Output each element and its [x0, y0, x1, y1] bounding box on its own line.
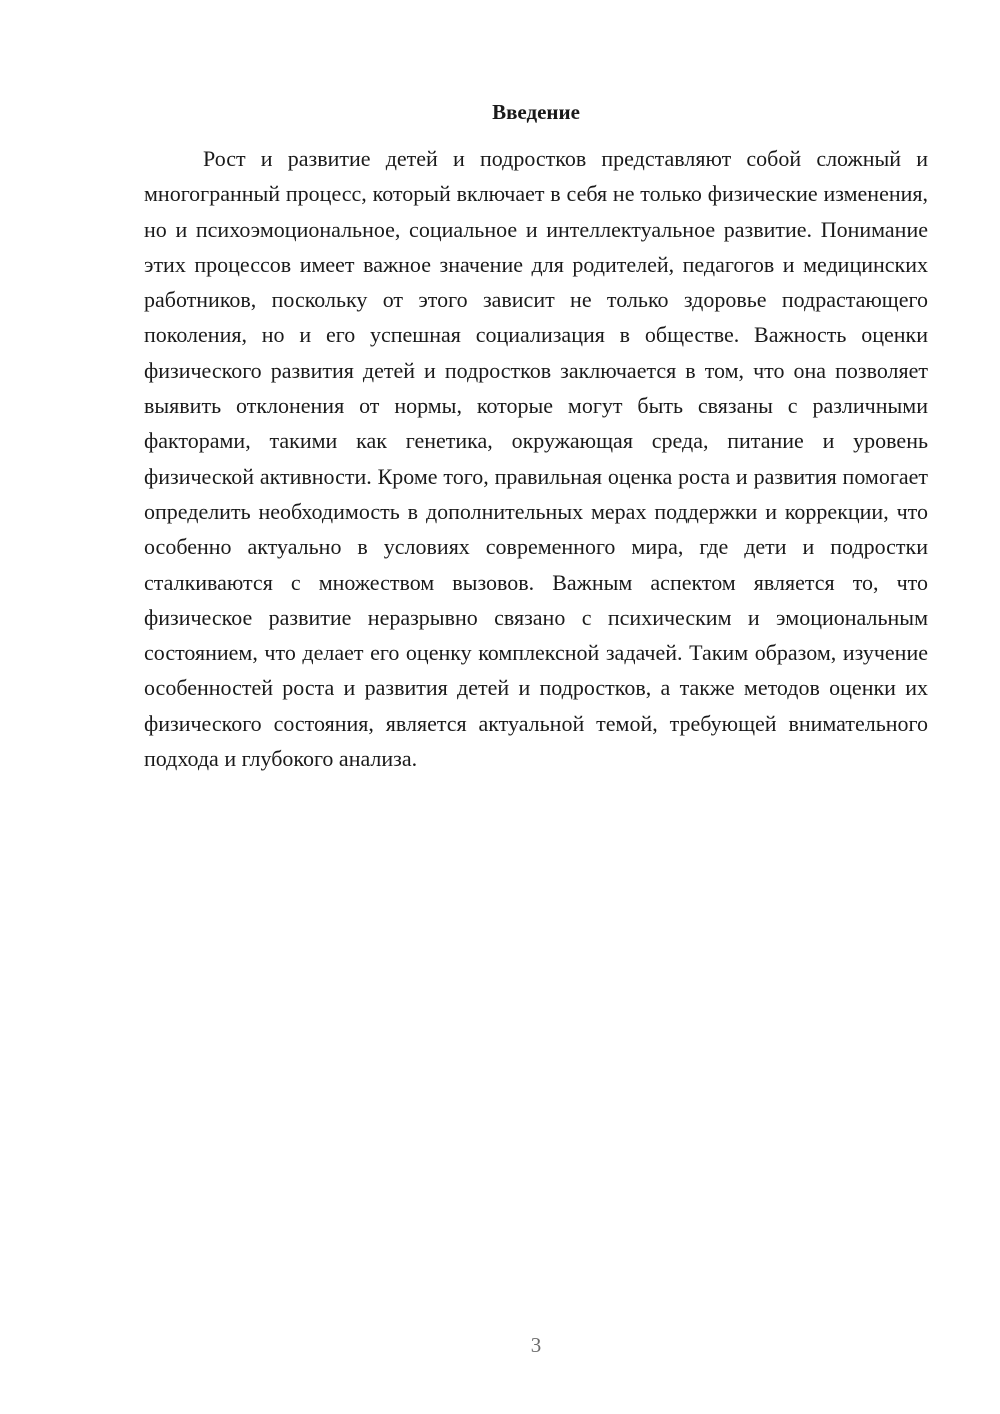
page-number: 3	[530, 1333, 542, 1357]
body-paragraph: Рост и развитие детей и подростков представляют собой сложный и многогранный процесс, который включает в себя не только физические изменения, но и психоэмоциональное, социальное и интеллектуальное развитие. Понимание этих процессов имеет важное значение для родителей, педагогов и медицинских работников, поскольку от этого зависит не только здоровье подрастающего поколения, но и его успешная социализация в обществе. Важность оценки физического развития детей и подростков заключается в том, что она позволяет выявить отклонения от нормы, которые могут быть связаны с различными факторами, такими как генетика, окружающая среда, питание и уровень физической активности. Кроме того, правильная оценка роста и развития помогает определить необходимость в дополнительных мерах поддержки и коррекции, что особенно актуально в условиях современного мира, где дети и подростки сталкиваются с множеством вызовов. Важным аспектом является то, что физическое развитие неразрывно связано с психическим и эмоциональным состоянием, что делает его оценку комплексной задачей. Таким образом, изучение особенностей роста и развития детей и подростков, а также методов оценки их физического состояния, является актуальной темой, требующей внимательного подхода и глубокого анализа.	[144, 146, 928, 772]
section-heading: Введение	[492, 100, 580, 124]
